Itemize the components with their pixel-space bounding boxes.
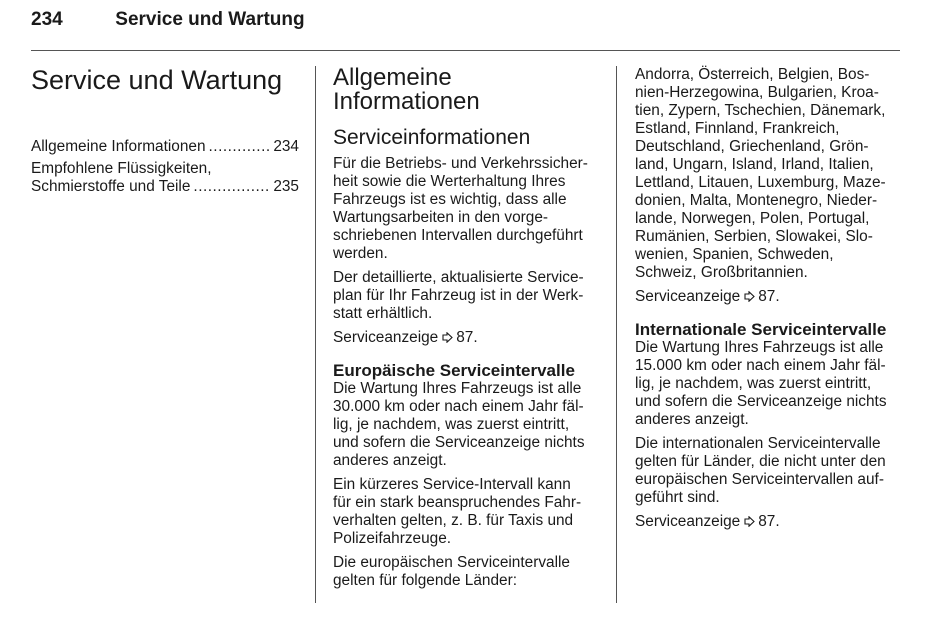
text-line: heit sowie die Werterhaltung Ihres [333,173,566,190]
section-heading [333,66,603,114]
paragraph [333,155,603,263]
text-line: schriebenen Intervallen durchgeführt [333,227,583,244]
toc-leader [209,138,272,156]
text-line: anderes anzeigt. [635,411,749,428]
text-line: Die internationalen Serviceintervalle [635,435,881,452]
text-line: und sofern die Serviceanzeige nichts [333,434,585,451]
text-line: Die Wartung Ihres Fahrzeugs ist alle [333,380,582,397]
text-line: europäischen Serviceintervallen auf- [635,471,884,488]
section-heading-line: Informationen [333,88,480,115]
text-line: lig, je nachdem, was zuerst eintritt, [333,416,570,433]
cross-reference-label: Serviceanzeige [635,288,741,305]
toc-entry[interactable] [31,160,299,196]
paragraph [333,380,603,470]
text-line: Die europäischen Serviceintervalle [333,554,570,571]
cross-reference-label: Serviceanzeige [635,513,741,530]
text-line: Lettland, Litauen, Luxemburg, Maze- [635,174,886,191]
text-line: land, Ungarn, Island, Irland, Italien, [635,156,874,173]
text-line: gelten für folgende Länder: [333,572,517,589]
text-line: Estland, Finnland, Frankreich, [635,120,840,137]
country-list [635,66,905,282]
text-line: Fahrzeugs ist es wichtig, dass alle [333,191,567,208]
chapter-title: Service und Wartung [31,65,283,95]
cross-reference[interactable] [635,288,905,306]
toc-entry-page: 235 [273,178,299,195]
page-reference-icon [744,516,755,527]
paragraph [333,269,603,323]
subsection-heading: Europäische Serviceintervalle [333,361,575,380]
paragraph [333,554,603,590]
text-line: Für die Betriebs- und Verkehrssicher- [333,155,588,172]
text-line: Deutschland, Griechenland, Grön- [635,138,869,155]
text-line: plan für Ihr Fahrzeug ist in der Werk- [333,287,584,304]
paragraph [635,435,905,507]
toc-entry[interactable] [31,138,299,156]
text-line: Polizeifahrzeuge. [333,530,452,547]
text-line: donien, Malta, Montenegro, Nieder- [635,192,878,209]
text-line: verhalten gelten, z. B. für Taxis und [333,512,574,529]
cross-reference-page: 87. [758,288,780,305]
header-rule [31,50,900,51]
running-title: Service und Wartung [115,9,305,30]
text-line: Wartungsarbeiten in den vorge- [333,209,549,226]
text-line: Ein kürzeres Service-Intervall kann [333,476,571,493]
text-line: werden. [333,245,388,262]
subsection-heading: Serviceinformationen [333,126,531,149]
text-line: statt erhältlich. [333,305,433,322]
text-line: lande, Norwegen, Polen, Portugal, [635,210,870,227]
cross-reference[interactable] [635,513,905,531]
paragraph [635,339,905,429]
text-line: Die Wartung Ihres Fahrzeugs ist alle [635,339,884,356]
subsection-heading: Internationale Serviceintervalle [635,320,887,339]
text-line: gelten für Länder, die nicht unter den [635,453,886,470]
text-line: wenien, Spanien, Schweden, [635,246,834,263]
page-reference-icon [442,332,453,343]
toc-column [31,65,299,200]
text-line: nien-Herzegowina, Bulgarien, Kroa- [635,84,879,101]
text-line: geführt sind. [635,489,720,506]
text-line: für ein stark beanspruchendes Fahr- [333,494,582,511]
page-reference-icon [744,291,755,302]
page-number: 234 [31,9,63,30]
content-column-3 [635,66,905,537]
text-line: 15.000 km oder nach einem Jahr fäl- [635,357,886,374]
toc-leader [193,178,271,196]
text-line: Schweiz, Großbritannien. [635,264,808,281]
text-line: 30.000 km oder nach einem Jahr fäl- [333,398,584,415]
text-line: tien, Zypern, Tschechien, Dänemark, [635,102,886,119]
cross-reference[interactable] [333,329,603,347]
text-line: Andorra, Österreich, Belgien, Bos- [635,66,870,83]
column-divider [616,66,617,603]
column-divider [315,66,316,603]
content-column-2 [333,66,603,596]
toc-entry-label: Allgemeine Informationen [31,138,206,155]
text-line: lig, je nachdem, was zuerst eintritt, [635,375,872,392]
cross-reference-page: 87. [456,329,478,346]
text-line: Der detaillierte, aktualisierte Service- [333,269,584,286]
text-line: Rumänien, Serbien, Slowakei, Slo- [635,228,873,245]
paragraph [333,476,603,548]
cross-reference-label: Serviceanzeige [333,329,439,346]
section-heading-line: Allgemeine [333,64,452,91]
toc-entry-page: 234 [273,138,299,155]
page-header [31,9,305,35]
text-line: und sofern die Serviceanzeige nichts [635,393,887,410]
text-line: anderes anzeigt. [333,452,447,469]
cross-reference-page: 87. [758,513,780,530]
toc-entry-label: Empfohlene Flüssigkeiten, [31,160,212,177]
toc-entry-label: Schmierstoffe und Teile [31,178,191,195]
